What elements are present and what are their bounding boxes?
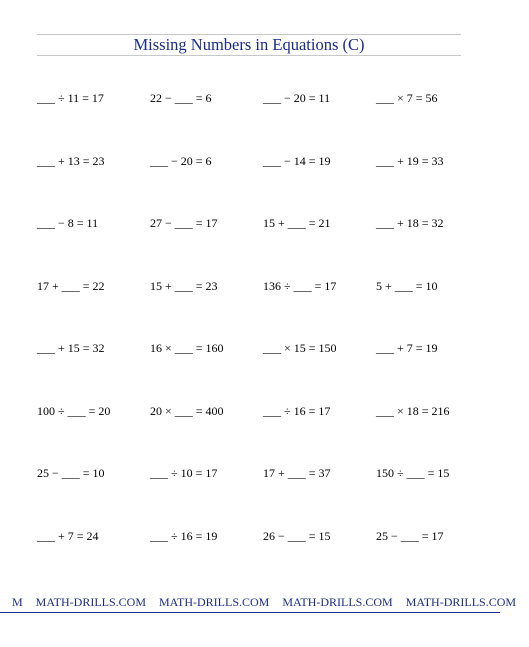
problem-equation: ___ + 13 = 23	[37, 153, 105, 168]
problem-equation: 15 + ___ = 23	[150, 278, 218, 293]
problem-equation: ___ + 7 = 24	[37, 528, 99, 543]
problem-equation: 17 + ___ = 22	[37, 278, 105, 293]
problem-equation: ___ ÷ 10 = 17	[150, 466, 218, 480]
problem-equation: 16 × ___ = 160	[150, 341, 224, 355]
footer-watermark: MATH-DRILLS.COM	[35, 595, 147, 609]
problem-equation: 25 − ___ = 17	[376, 528, 444, 543]
problem-equation: ___ ÷ 16 = 17	[263, 403, 331, 418]
problem-grid	[37, 75, 469, 575]
problem-equation: ___ − 20 = 11	[263, 91, 331, 105]
footer-watermark-track	[12, 595, 529, 609]
problem-equation: 25 − ___ = 10	[37, 466, 105, 480]
problem-equation: ___ − 14 = 19	[263, 153, 331, 168]
problem-equation: ___ ÷ 11 = 17	[37, 91, 104, 105]
problem-equation: 26 − ___ = 15	[263, 528, 331, 543]
problem-equation: ___ − 20 = 6	[150, 153, 212, 168]
problem-equation: 15 + ___ = 21	[263, 216, 331, 230]
problem-equation: ___ + 15 = 32	[37, 341, 105, 355]
footer-watermark-partial: M	[12, 595, 23, 609]
worksheet-title: Missing Numbers in Equations (C)	[133, 35, 365, 54]
footer-watermark: MATH-DRILLS.COM	[405, 595, 517, 609]
problem-equation: 27 − ___ = 17	[150, 216, 218, 230]
problem-equation: ___ − 8 = 11	[37, 216, 99, 230]
problem-equation: 20 × ___ = 400	[150, 403, 224, 418]
problem-equation: ___ × 15 = 150	[263, 341, 337, 355]
problem-equation: 17 + ___ = 37	[263, 466, 331, 480]
problem-equation: ___ + 7 = 19	[376, 341, 438, 355]
problem-equation: 100 ÷ ___ = 20	[37, 403, 111, 418]
problem-equation: 136 ÷ ___ = 17	[263, 278, 337, 293]
problem-equation: 5 + ___ = 10	[376, 278, 438, 293]
problem-equation: ___ × 7 = 56	[376, 91, 438, 105]
problem-equation: ___ ÷ 16 = 19	[150, 528, 218, 543]
footer-banner	[0, 594, 517, 613]
footer-watermark: MATH-DRILLS.COM	[282, 595, 393, 609]
problem-equation: 22 − ___ = 6	[150, 91, 212, 105]
problem-equation: 150 ÷ ___ = 15	[376, 466, 450, 480]
problem-equation: ___ + 19 = 33	[376, 153, 444, 168]
problem-equation: ___ × 18 = 216	[376, 403, 450, 418]
footer-watermark: MATH-DRILLS.COM	[159, 595, 270, 609]
problem-equation: ___ + 18 = 32	[376, 216, 444, 230]
title-bar	[37, 34, 461, 56]
